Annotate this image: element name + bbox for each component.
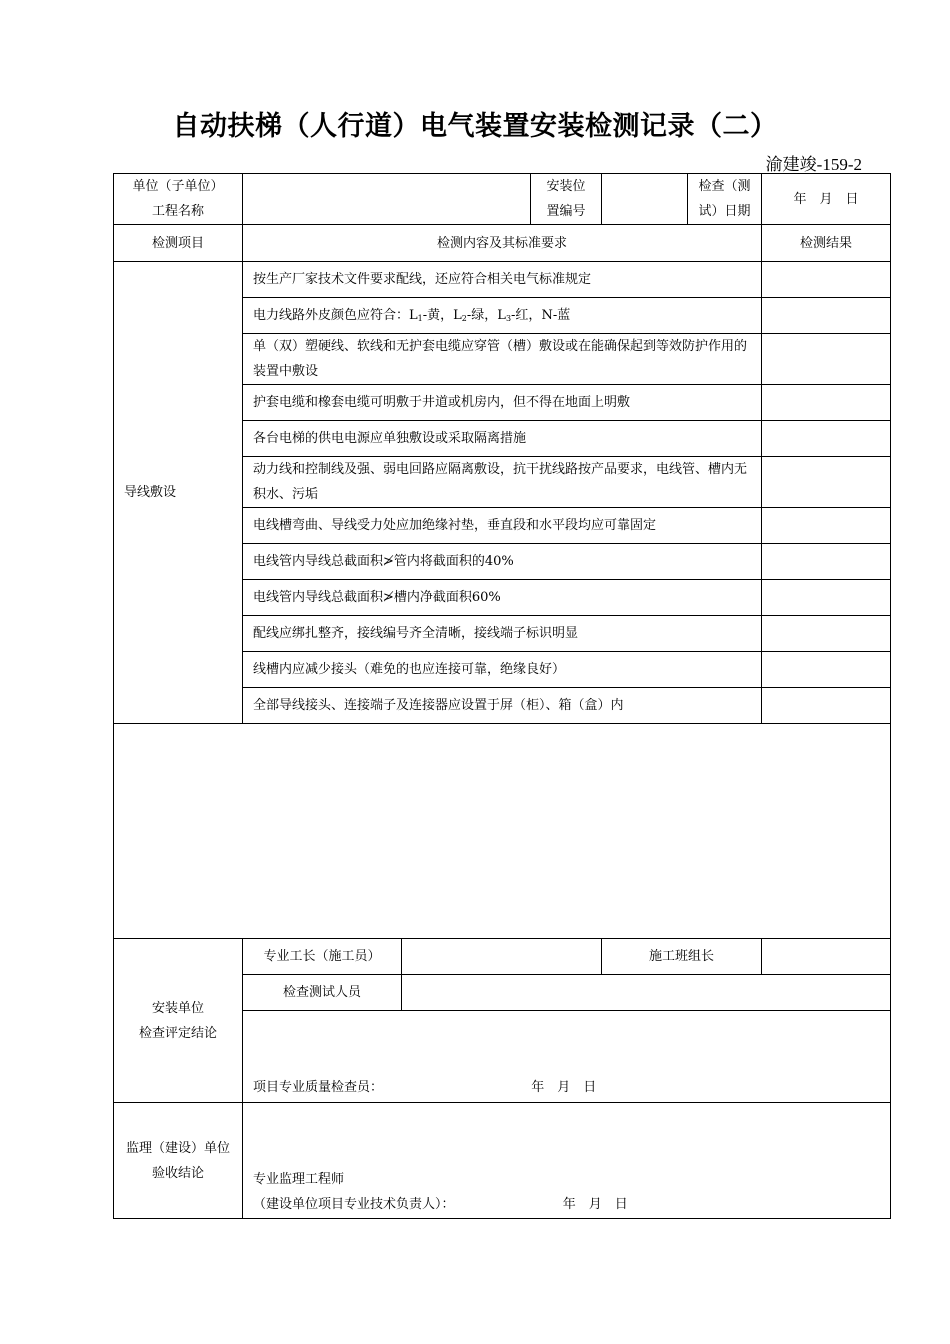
owner-label: （建设单位项目专业技术负责人）： (253, 1197, 455, 1212)
section-name: 导线敷设 (114, 262, 243, 724)
tester-label: 检查测试人员 (243, 975, 402, 1011)
header-row (114, 174, 891, 225)
row-content: 电力线路外皮颜色应符合：$L_1-$黄，$L_2-$绿，$L_3-$红，N-蓝 (243, 298, 762, 334)
row-result[interactable] (762, 508, 891, 544)
row-result[interactable] (762, 616, 891, 652)
position-label: 安装位 置编号 (531, 174, 602, 225)
project-name-field[interactable] (243, 174, 531, 225)
row-content: 电线槽弯曲、导线受力处应加绝缘衬垫，垂直段和水平段均应可靠固定 (243, 508, 762, 544)
row-result[interactable] (762, 385, 891, 421)
row-content: 电线管内导线总截面积≯槽内净截面积60% (243, 580, 762, 616)
row-result[interactable] (762, 421, 891, 457)
foreman-field[interactable] (402, 939, 602, 975)
team-leader-field[interactable] (762, 939, 891, 975)
form-code: 渝建竣-159-2 (765, 155, 862, 174)
row-result[interactable] (762, 298, 891, 334)
tester-field[interactable] (402, 975, 891, 1011)
col-content: 检测内容及其标准要求 (243, 225, 762, 262)
engineer-label: 专业监理工程师 (253, 1172, 345, 1187)
check-date-label: 检查（测 试）日期 (688, 174, 762, 225)
row-content: 线槽内应减少接头（难免的也应连接可靠，绝缘良好） (243, 652, 762, 688)
blank-area[interactable] (114, 724, 891, 939)
row-content: 按生产厂家技术文件要求配线，还应符合相关电气标准规定 (243, 262, 762, 298)
inspector-label: 项目专业质量检查员： (253, 1080, 384, 1095)
supervision-conclusion[interactable] (243, 1103, 891, 1219)
col-result: 检测结果 (762, 225, 891, 262)
row-content: 动力线和控制线及强、弱电回路应隔离敷设，抗干扰线路按产品要求，电线管、槽内无积水、污垢 (243, 457, 762, 508)
row-result[interactable] (762, 688, 891, 724)
blank-row (114, 724, 891, 939)
install-conclusion[interactable] (243, 1011, 891, 1103)
team-leader-label: 施工班组长 (602, 939, 762, 975)
check-date-field[interactable]: 年 月 日 (762, 174, 891, 225)
install-date: 年 月 日 (531, 1080, 597, 1095)
row-content: 配线应绑扎整齐，接线编号齐全清晰，接线端子标识明显 (243, 616, 762, 652)
row-result[interactable] (762, 652, 891, 688)
row-content: 护套电缆和橡套电缆可明敷于井道或机房内，但不得在地面上明敷 (243, 385, 762, 421)
row-result[interactable] (762, 262, 891, 298)
inspection-table (113, 173, 891, 1219)
foreman-label: 专业工长（施工员） (243, 939, 402, 975)
row-result[interactable] (762, 457, 891, 508)
page-title: 自动扶梯（人行道）电气装置安装检测记录（二） (172, 111, 778, 142)
col-item: 检测项目 (114, 225, 243, 262)
row-result[interactable] (762, 544, 891, 580)
row-content: 电线管内导线总截面积≯管内将截面积的40% (243, 544, 762, 580)
supervision-date: 年 月 日 (562, 1197, 628, 1212)
table-row (114, 262, 891, 298)
row-content: 单（双）塑硬线、软线和无护套电缆应穿管（槽）敷设或在能确保起到等效防护作用的装置中敷设 (243, 334, 762, 385)
row-content: 各台电梯的供电电源应单独敷设或采取隔离措施 (243, 421, 762, 457)
project-name-label: 单位（子单位） 工程名称 (114, 174, 243, 225)
install-row-1 (114, 939, 891, 975)
supervision-label: 监理（建设）单位 验收结论 (114, 1103, 243, 1219)
column-header-row (114, 225, 891, 262)
position-field[interactable] (602, 174, 688, 225)
supervision-row (114, 1103, 891, 1219)
row-result[interactable] (762, 580, 891, 616)
install-unit-label: 安装单位 检查评定结论 (114, 939, 243, 1103)
row-result[interactable] (762, 334, 891, 385)
row-content: 全部导线接头、连接端子及连接器应设置于屏（柜）、箱（盒）内 (243, 688, 762, 724)
